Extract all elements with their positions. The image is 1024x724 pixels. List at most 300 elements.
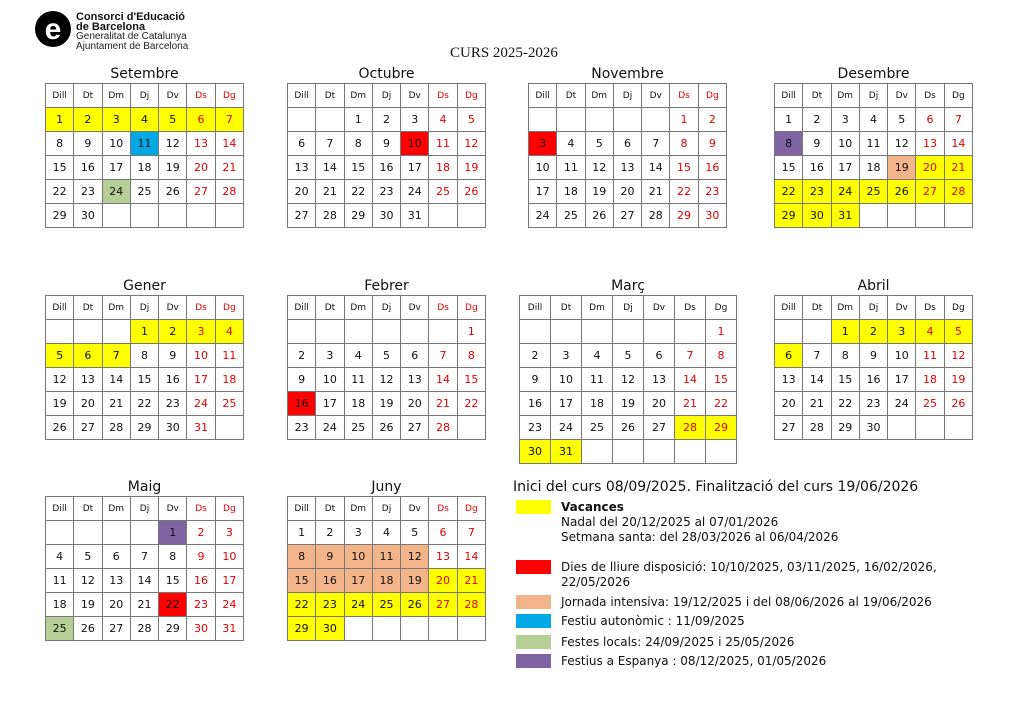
legend-swatch-espanya: [516, 654, 551, 668]
day-cell: 7: [642, 132, 670, 156]
day-cell: 16: [859, 368, 887, 392]
day-cell: 10: [316, 368, 344, 392]
day-cell: 8: [670, 132, 698, 156]
calendar-grid: [287, 496, 486, 641]
day-cell: 20: [429, 569, 457, 593]
week-row: [46, 545, 244, 569]
week-row: [775, 132, 973, 156]
day-cell: 18: [46, 593, 74, 617]
day-cell: 28: [215, 180, 243, 204]
calendar-grid: [287, 295, 486, 440]
day-cell: 9: [159, 344, 187, 368]
day-cell: 23: [316, 593, 344, 617]
day-cell: 29: [775, 204, 803, 228]
legend-espanya-text: Festius a Espanya : 08/12/2025, 01/05/2026: [561, 654, 827, 668]
day-cell: 28: [642, 204, 670, 228]
calendar-grid: [45, 295, 244, 440]
day-cell: 15: [159, 569, 187, 593]
day-cell: 21: [130, 593, 158, 617]
day-cell: 17: [401, 156, 429, 180]
week-row: [775, 344, 973, 368]
empty-cell: [557, 108, 585, 132]
calendar-grid: [774, 83, 973, 228]
weekday-header-row: [529, 84, 727, 108]
day-cell: 2: [187, 521, 215, 545]
weekday-header-row: [46, 296, 244, 320]
weekday-header: Dv: [159, 497, 187, 521]
legend-swatch-vacances: [516, 500, 551, 514]
day-cell: 6: [644, 344, 675, 368]
weekday-header: Dj: [613, 296, 644, 320]
weekday-header-row: [288, 296, 486, 320]
day-cell: 30: [187, 617, 215, 641]
day-cell: 5: [46, 344, 74, 368]
day-cell: 24: [529, 204, 557, 228]
weekday-header: Dg: [944, 84, 972, 108]
day-cell: 8: [130, 344, 158, 368]
day-cell: 22: [130, 392, 158, 416]
day-cell: 16: [316, 569, 344, 593]
weekday-header: Dm: [102, 296, 130, 320]
weekday-header: Dm: [102, 497, 130, 521]
day-cell: 8: [288, 545, 316, 569]
weekday-header: Dt: [316, 497, 344, 521]
day-cell: 18: [215, 368, 243, 392]
day-cell: 23: [159, 392, 187, 416]
day-cell: 22: [706, 392, 737, 416]
day-cell: 2: [372, 108, 400, 132]
day-cell: 17: [187, 368, 215, 392]
week-row: [288, 569, 486, 593]
day-cell: 11: [859, 132, 887, 156]
empty-cell: [429, 617, 457, 641]
empty-cell: [46, 320, 74, 344]
day-cell: 8: [46, 132, 74, 156]
legend-autonomic-text: Festiu autonòmic : 11/09/2025: [561, 614, 745, 628]
day-cell: 15: [288, 569, 316, 593]
month-gener: [45, 278, 244, 440]
weekday-header-row: [288, 84, 486, 108]
day-cell: 1: [831, 320, 859, 344]
week-row: [288, 545, 486, 569]
week-row: [288, 344, 486, 368]
weekday-header: Dj: [130, 84, 158, 108]
day-cell: 26: [372, 416, 400, 440]
day-cell: 30: [74, 204, 102, 228]
day-cell: 17: [215, 569, 243, 593]
day-cell: 22: [670, 180, 698, 204]
day-cell: 17: [102, 156, 130, 180]
day-cell: 5: [613, 344, 644, 368]
day-cell: 15: [457, 368, 485, 392]
week-row: [46, 392, 244, 416]
day-cell: 14: [429, 368, 457, 392]
day-cell: 10: [344, 545, 372, 569]
week-row: [46, 108, 244, 132]
week-row: [520, 416, 737, 440]
calendar-grid: [528, 83, 727, 228]
weekday-header: Dg: [457, 296, 485, 320]
day-cell: 25: [582, 416, 613, 440]
weekday-header: Dill: [288, 497, 316, 521]
weekday-header: Dv: [159, 296, 187, 320]
day-cell: 16: [288, 392, 316, 416]
day-cell: 29: [130, 416, 158, 440]
day-cell: 19: [944, 368, 972, 392]
empty-cell: [613, 108, 641, 132]
weekday-header: Dt: [316, 84, 344, 108]
week-row: [46, 416, 244, 440]
day-cell: 14: [642, 156, 670, 180]
day-cell: 15: [344, 156, 372, 180]
day-cell: 27: [102, 617, 130, 641]
day-cell: 4: [130, 108, 158, 132]
day-cell: 8: [706, 344, 737, 368]
week-row: [775, 392, 973, 416]
empty-cell: [706, 440, 737, 464]
day-cell: 18: [429, 156, 457, 180]
day-cell: 25: [344, 416, 372, 440]
day-cell: 12: [585, 156, 613, 180]
weekday-header: Ds: [187, 84, 215, 108]
empty-cell: [102, 521, 130, 545]
empty-cell: [344, 617, 372, 641]
day-cell: 23: [187, 593, 215, 617]
week-row: [288, 368, 486, 392]
day-cell: 26: [159, 180, 187, 204]
legend-lliure-line1: Dies de lliure disposició: 10/10/2025, 03/11/2025, 16/02/2026,: [561, 560, 937, 574]
day-cell: 8: [831, 344, 859, 368]
day-cell: 6: [401, 344, 429, 368]
day-cell: 23: [520, 416, 551, 440]
day-cell: 14: [102, 368, 130, 392]
day-cell: 8: [457, 344, 485, 368]
day-cell: 24: [888, 392, 916, 416]
day-cell: 27: [401, 416, 429, 440]
weekday-header: Dm: [102, 84, 130, 108]
day-cell: 28: [130, 617, 158, 641]
day-cell: 15: [670, 156, 698, 180]
day-cell: 20: [644, 392, 675, 416]
day-cell: 17: [529, 180, 557, 204]
week-row: [520, 440, 737, 464]
day-cell: 16: [187, 569, 215, 593]
day-cell: 10: [215, 545, 243, 569]
day-cell: 19: [372, 392, 400, 416]
weekday-header: Dg: [944, 296, 972, 320]
day-cell: 20: [187, 156, 215, 180]
month-title: Setembre: [110, 66, 179, 82]
empty-cell: [130, 204, 158, 228]
day-cell: 19: [613, 392, 644, 416]
day-cell: 22: [457, 392, 485, 416]
day-cell: 6: [102, 545, 130, 569]
week-row: [288, 156, 486, 180]
weekday-header-row: [46, 497, 244, 521]
day-cell: 5: [944, 320, 972, 344]
day-cell: 27: [613, 204, 641, 228]
day-cell: 8: [344, 132, 372, 156]
day-cell: 9: [859, 344, 887, 368]
day-cell: 2: [74, 108, 102, 132]
week-row: [520, 344, 737, 368]
weekday-header: Dv: [401, 497, 429, 521]
day-cell: 18: [557, 180, 585, 204]
weekday-header: Dv: [888, 296, 916, 320]
day-cell: 7: [675, 344, 706, 368]
day-cell: 13: [187, 132, 215, 156]
day-cell: 15: [130, 368, 158, 392]
day-cell: 17: [316, 392, 344, 416]
day-cell: 5: [159, 108, 187, 132]
empty-cell: [457, 617, 485, 641]
day-cell: 25: [372, 593, 400, 617]
week-row: [775, 156, 973, 180]
week-row: [520, 368, 737, 392]
week-row: [775, 180, 973, 204]
day-cell: 28: [944, 180, 972, 204]
empty-cell: [401, 617, 429, 641]
month-title: Gener: [123, 278, 166, 294]
day-cell: 1: [775, 108, 803, 132]
day-cell: 15: [775, 156, 803, 180]
day-cell: 26: [585, 204, 613, 228]
empty-cell: [585, 108, 613, 132]
day-cell: 20: [401, 392, 429, 416]
month-abril: [774, 278, 973, 440]
day-cell: 17: [344, 569, 372, 593]
day-cell: 7: [102, 344, 130, 368]
empty-cell: [551, 320, 582, 344]
day-cell: 20: [74, 392, 102, 416]
weekday-header: Dv: [401, 84, 429, 108]
day-cell: 28: [803, 416, 831, 440]
empty-cell: [288, 320, 316, 344]
day-cell: 24: [215, 593, 243, 617]
day-cell: 3: [551, 344, 582, 368]
empty-cell: [675, 320, 706, 344]
week-row: [775, 416, 973, 440]
day-cell: 14: [944, 132, 972, 156]
week-row: [288, 132, 486, 156]
weekday-header: Dj: [859, 296, 887, 320]
day-cell: 23: [288, 416, 316, 440]
weekday-header-row: [288, 497, 486, 521]
weekday-header: Ds: [429, 84, 457, 108]
week-row: [775, 320, 973, 344]
month-octubre: [287, 66, 486, 228]
day-cell: 15: [706, 368, 737, 392]
empty-cell: [457, 416, 485, 440]
day-cell: 6: [916, 108, 944, 132]
week-row: [529, 204, 727, 228]
day-cell: 16: [520, 392, 551, 416]
week-row: [288, 108, 486, 132]
week-row: [529, 132, 727, 156]
day-cell: 22: [344, 180, 372, 204]
day-cell: 6: [288, 132, 316, 156]
day-cell: 20: [775, 392, 803, 416]
day-cell: 2: [859, 320, 887, 344]
day-cell: 5: [888, 108, 916, 132]
weekday-header: Dj: [130, 296, 158, 320]
weekday-header: Dt: [803, 84, 831, 108]
day-cell: 20: [288, 180, 316, 204]
day-cell: 9: [316, 545, 344, 569]
day-cell: 4: [46, 545, 74, 569]
day-cell: 14: [130, 569, 158, 593]
day-cell: 4: [429, 108, 457, 132]
day-cell: 13: [74, 368, 102, 392]
day-cell: 8: [159, 545, 187, 569]
day-cell: 10: [102, 132, 130, 156]
week-row: [46, 320, 244, 344]
day-cell: 5: [457, 108, 485, 132]
weekday-header: Dv: [644, 296, 675, 320]
week-row: [520, 392, 737, 416]
empty-cell: [613, 440, 644, 464]
day-cell: 26: [74, 617, 102, 641]
day-cell: 24: [102, 180, 130, 204]
week-row: [46, 132, 244, 156]
day-cell: 10: [551, 368, 582, 392]
day-cell: 3: [102, 108, 130, 132]
weekday-header-row: [520, 296, 737, 320]
day-cell: 31: [401, 204, 429, 228]
empty-cell: [102, 320, 130, 344]
day-cell: 19: [888, 156, 916, 180]
week-row: [46, 569, 244, 593]
day-cell: 21: [944, 156, 972, 180]
week-row: [288, 617, 486, 641]
day-cell: 4: [372, 521, 400, 545]
month-title: Octubre: [358, 66, 415, 82]
weekday-header: Dm: [585, 84, 613, 108]
week-row: [288, 204, 486, 228]
day-cell: 21: [803, 392, 831, 416]
empty-cell: [215, 204, 243, 228]
day-cell: 26: [944, 392, 972, 416]
empty-cell: [529, 108, 557, 132]
day-cell: 1: [344, 108, 372, 132]
week-row: [46, 368, 244, 392]
day-cell: 11: [46, 569, 74, 593]
empty-cell: [644, 320, 675, 344]
empty-cell: [401, 320, 429, 344]
weekday-header: Dm: [831, 84, 859, 108]
day-cell: 21: [457, 569, 485, 593]
day-cell: 10: [401, 132, 429, 156]
day-cell: 9: [187, 545, 215, 569]
weekday-header: Ds: [187, 497, 215, 521]
month-maig: [45, 479, 244, 641]
day-cell: 25: [130, 180, 158, 204]
month-novembre: [528, 66, 727, 228]
weekday-header: Dj: [372, 296, 400, 320]
day-cell: 7: [803, 344, 831, 368]
day-cell: 10: [888, 344, 916, 368]
week-row: [46, 593, 244, 617]
day-cell: 21: [316, 180, 344, 204]
month-title: Febrer: [364, 278, 409, 294]
day-cell: 1: [670, 108, 698, 132]
day-cell: 30: [803, 204, 831, 228]
day-cell: 23: [372, 180, 400, 204]
day-cell: 15: [831, 368, 859, 392]
week-row: [529, 180, 727, 204]
weekday-header: Ds: [429, 296, 457, 320]
logo: [34, 10, 234, 58]
day-cell: 29: [344, 204, 372, 228]
month-febrer: [287, 278, 486, 440]
calendar-grid: [287, 83, 486, 228]
week-row: [46, 521, 244, 545]
day-cell: 15: [46, 156, 74, 180]
day-cell: 23: [803, 180, 831, 204]
day-cell: 11: [557, 156, 585, 180]
day-cell: 18: [130, 156, 158, 180]
weekday-header: Ds: [916, 296, 944, 320]
day-cell: 27: [775, 416, 803, 440]
weekday-header: Dill: [46, 296, 74, 320]
day-cell: 19: [585, 180, 613, 204]
week-row: [288, 180, 486, 204]
day-cell: 21: [675, 392, 706, 416]
day-cell: 29: [670, 204, 698, 228]
day-cell: 7: [130, 545, 158, 569]
month-title: Abril: [857, 278, 890, 294]
day-cell: 12: [613, 368, 644, 392]
day-cell: 28: [102, 416, 130, 440]
calendar-grid: [45, 496, 244, 641]
day-cell: 28: [457, 593, 485, 617]
day-cell: 22: [288, 593, 316, 617]
empty-cell: [803, 320, 831, 344]
day-cell: 22: [46, 180, 74, 204]
day-cell: 3: [187, 320, 215, 344]
day-cell: 17: [888, 368, 916, 392]
month-juny: [287, 479, 486, 641]
day-cell: 12: [159, 132, 187, 156]
day-cell: 10: [831, 132, 859, 156]
day-cell: 16: [698, 156, 726, 180]
day-cell: 5: [74, 545, 102, 569]
weekday-header: Dill: [288, 84, 316, 108]
day-cell: 23: [698, 180, 726, 204]
day-cell: 13: [429, 545, 457, 569]
calendar-grid: [519, 295, 737, 464]
day-cell: 12: [457, 132, 485, 156]
week-row: [46, 180, 244, 204]
day-cell: 3: [831, 108, 859, 132]
month-title: Maig: [127, 479, 162, 495]
day-cell: 14: [675, 368, 706, 392]
day-cell: 11: [215, 344, 243, 368]
day-cell: 19: [159, 156, 187, 180]
org-name-line4: Ajuntament de Barcelona: [76, 41, 189, 52]
day-cell: 11: [130, 132, 158, 156]
day-cell: 22: [775, 180, 803, 204]
day-cell: 5: [585, 132, 613, 156]
day-cell: 20: [102, 593, 130, 617]
empty-cell: [457, 204, 485, 228]
legend-vacances-setmana-santa: Setmana santa: del 28/03/2026 al 06/04/2026: [561, 530, 839, 544]
weekday-header: Dt: [551, 296, 582, 320]
day-cell: 1: [457, 320, 485, 344]
day-cell: 27: [644, 416, 675, 440]
day-cell: 21: [215, 156, 243, 180]
weekday-header: Dm: [582, 296, 613, 320]
